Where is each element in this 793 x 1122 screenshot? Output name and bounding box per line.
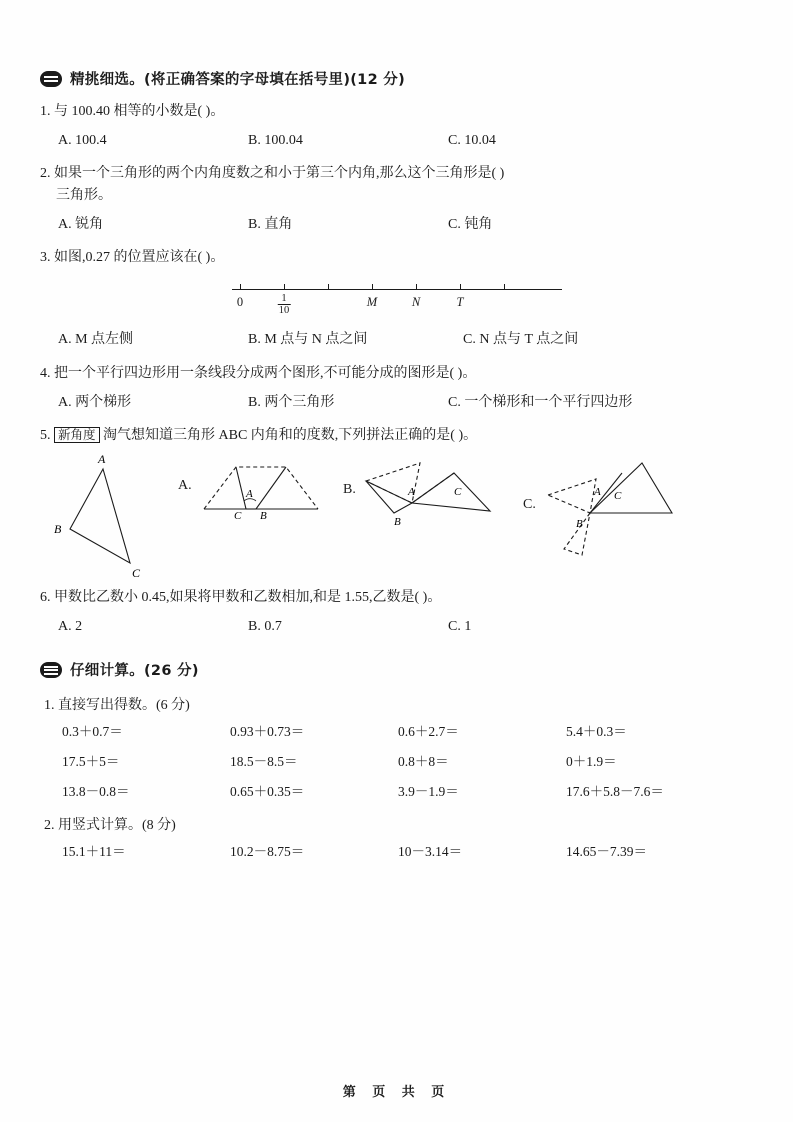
oral-calc-cell: 17.6＋5.8－7.6＝ bbox=[566, 784, 664, 800]
question-4-option-a[interactable]: A. 两个梯形 bbox=[58, 394, 132, 410]
number-line-label-fraction: $\frac{1}{10}$ bbox=[278, 293, 290, 317]
oral-calc-cell: 18.5－8.5＝ bbox=[230, 754, 298, 770]
svg-text:A: A bbox=[245, 487, 253, 500]
question-6-options bbox=[58, 616, 754, 638]
question-3-stem: 3. 如图,0.27 的位置应该在( )。 bbox=[40, 250, 225, 266]
vertical-calc-cell: 14.65－7.39＝ bbox=[566, 844, 647, 860]
question-6 bbox=[40, 587, 754, 637]
triangle-abc-figure bbox=[48, 451, 178, 581]
oral-calc-cell: 17.5＋5＝ bbox=[62, 754, 120, 770]
section-header-compute bbox=[40, 659, 754, 680]
vertical-calc-grid bbox=[62, 840, 754, 860]
svg-text:A: A bbox=[407, 485, 415, 498]
question-2-option-a[interactable]: A. 锐角 bbox=[58, 216, 104, 232]
question-5-stem-rest: 淘气想知道三角形 ABC 内角和的度数,下列拼法正确的是( )。 bbox=[103, 428, 478, 444]
question-6-option-c[interactable]: C. 1 bbox=[448, 618, 472, 634]
question-5-option-c-label: C. bbox=[523, 497, 536, 513]
oral-calc-cell: 13.8－0.8＝ bbox=[62, 784, 130, 800]
oral-calc-cell: 0.93＋0.73＝ bbox=[230, 724, 305, 740]
question-1-option-b[interactable]: B. 100.04 bbox=[248, 132, 303, 148]
question-2 bbox=[40, 163, 754, 235]
question-2-option-b[interactable]: B. 直角 bbox=[248, 216, 293, 232]
svg-text:C: C bbox=[453, 485, 462, 498]
svg-text:C: C bbox=[132, 565, 141, 580]
vertical-calc-cell: 10－3.14＝ bbox=[398, 844, 463, 860]
svg-text:A: A bbox=[593, 485, 601, 498]
table-row bbox=[62, 750, 754, 770]
question-4-options bbox=[58, 392, 754, 414]
number-line-label-n: N bbox=[411, 295, 421, 310]
question-5-option-a[interactable] bbox=[178, 451, 343, 521]
section-title-choice: 精挑细选。(将正确答案的字母填在括号里)(12 分) bbox=[70, 72, 406, 88]
question-5-option-c[interactable] bbox=[523, 451, 703, 559]
question-4-option-c[interactable]: C. 一个梯形和一个平行四边形 bbox=[448, 394, 633, 410]
question-4-stem: 4. 把一个平行四边形用一条线段分成两个图形,不可能分成的图形是( )。 bbox=[40, 365, 477, 381]
question-2-stem: 2. 如果一个三角形的两个内角度数之和小于第三个内角,那么这个三角形是( ) bbox=[40, 166, 505, 182]
svg-text:C: C bbox=[233, 509, 241, 521]
question-6-option-b[interactable]: B. 0.7 bbox=[248, 618, 282, 634]
svg-text:B: B bbox=[393, 515, 401, 528]
svg-text:B: B bbox=[259, 509, 267, 521]
question-4 bbox=[40, 363, 754, 413]
question-2-stem-cont: 三角形。 bbox=[56, 188, 112, 204]
oral-calc-cell: 0.3＋0.7＝ bbox=[62, 724, 123, 740]
compute-sub-2: 2. 用竖式计算。(8 分) bbox=[44, 818, 176, 834]
question-5-stem bbox=[40, 425, 754, 447]
oral-calc-cell: 0.6＋2.7＝ bbox=[398, 724, 459, 740]
question-5-tag: 新角度 bbox=[54, 427, 100, 443]
svg-text:B: B bbox=[575, 517, 583, 530]
question-1-option-a[interactable]: A. 100.4 bbox=[58, 132, 107, 148]
oral-calc-cell: 0.8＋8＝ bbox=[398, 754, 449, 770]
question-1-options bbox=[58, 130, 754, 152]
question-1-stem: 1. 与 100.40 相等的小数是( )。 bbox=[40, 104, 225, 119]
page-content bbox=[40, 68, 754, 870]
question-5 bbox=[40, 425, 754, 581]
oral-calc-cell: 3.9－1.9＝ bbox=[398, 784, 459, 800]
question-3-option-c[interactable]: C. N 点与 T 点之间 bbox=[463, 332, 579, 348]
number-line-label-m: M bbox=[366, 295, 378, 310]
question-6-option-a[interactable]: A. 2 bbox=[58, 618, 83, 634]
question-6-stem: 6. 甲数比乙数小 0.45,如果将甲数和乙数相加,和是 1.55,乙数是( )。 bbox=[40, 589, 442, 605]
number-line-label-t: T bbox=[456, 295, 464, 310]
question-3-options bbox=[58, 329, 754, 351]
table-row bbox=[62, 720, 754, 740]
compute-sub-1: 1. 直接写出得数。(6 分) bbox=[44, 698, 190, 714]
number-line-axis bbox=[232, 289, 562, 290]
section-header-choice bbox=[40, 68, 754, 89]
vertical-calc-cell: 15.1＋11＝ bbox=[62, 844, 126, 860]
two-bar-icon bbox=[40, 71, 62, 87]
question-2-options bbox=[58, 214, 754, 236]
table-row bbox=[62, 840, 754, 860]
vertical-calc-cell: 10.2－8.75＝ bbox=[230, 844, 305, 860]
number-line-figure bbox=[40, 279, 754, 325]
question-5-option-b[interactable] bbox=[343, 451, 523, 529]
svg-text:C: C bbox=[613, 489, 622, 502]
question-5-figures bbox=[48, 451, 754, 581]
three-bar-icon bbox=[40, 662, 62, 678]
question-5-number: 5. bbox=[40, 428, 51, 444]
question-3 bbox=[40, 247, 754, 350]
question-1 bbox=[40, 101, 754, 151]
number-line-label-0: 0 bbox=[236, 295, 244, 310]
section-title-compute: 仔细计算。(26 分) bbox=[70, 663, 199, 680]
svg-text:A: A bbox=[98, 451, 106, 466]
page-footer: 第 页 共 页 bbox=[342, 1085, 451, 1100]
question-2-option-c[interactable]: C. 钝角 bbox=[448, 216, 493, 232]
oral-calc-cell: 0.65＋0.35＝ bbox=[230, 784, 305, 800]
svg-text:B: B bbox=[54, 521, 62, 536]
question-5-option-b-label: B. bbox=[343, 482, 356, 498]
oral-calc-grid bbox=[62, 720, 754, 800]
oral-calc-cell: 5.4＋0.3＝ bbox=[566, 724, 627, 740]
question-1-option-c[interactable]: C. 10.04 bbox=[448, 132, 496, 148]
question-5-option-a-label: A. bbox=[178, 478, 192, 494]
table-row bbox=[62, 780, 754, 800]
question-4-option-b[interactable]: B. 两个三角形 bbox=[248, 394, 335, 410]
oral-calc-cell: 0＋1.9＝ bbox=[566, 754, 617, 770]
question-3-option-b[interactable]: B. M 点与 N 点之间 bbox=[248, 332, 368, 348]
question-3-option-a[interactable]: A. M 点左侧 bbox=[58, 332, 134, 348]
